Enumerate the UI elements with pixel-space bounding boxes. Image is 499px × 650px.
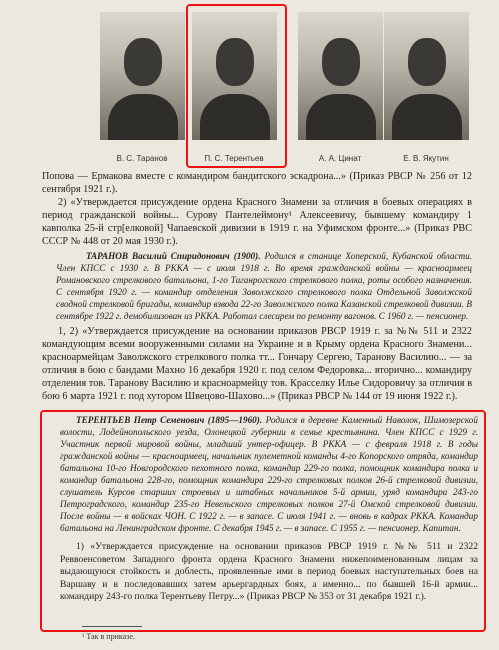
- portrait-photo: [298, 12, 383, 140]
- bio-text: Родился в станице Хоперской, Кубанской области. Член КПСС с 1930 г. В РККА — с июля 1918 г. Во время гражданской войны — красноармеец Романовского стрелкового батальона, 1-го Таганрогского стрелкового полка, роты особого назначения. С сентября 1920 г. — командир отделения Заволжского стрелкового полка Отдельной Заволжской сводной стрелковой бригады, командир взвода 22-го Заволжского полка Казанской стрелковой дивизии. В сентябре 1922 г. демобилизован из РККА. Работал слесарем по ремонту вагонов. С 1960 г. — пенсионер.: [56, 251, 473, 321]
- photo-caption: А. А. Цинат: [318, 154, 362, 163]
- photo-caption: В. С. Таранов: [116, 154, 168, 163]
- footnote-rule: [82, 626, 142, 627]
- paragraph: 1, 2) «Утверждается присуждение на основании приказов РВСР 1919 г. за №№ 511 и 2322 командующим всеми вооруженными силами на Украине и в Крыму ордена Красного Знамени... красноармейцам Заволжского стрелкового полка тт... Гончару Сергею, Таранову Василию... — за отличия в бою с бандами Махно 16 декабря 1920 г. под селом Федоровка... вторично... командиру отделения тов. Таранову Василию и красноармейцу тов. Красселку Илье Сидоровичу за отличия в бою 6 марта 1921 г. под хутором Швецово-Шахово...» (Приказ РВСР № 144 от 19 июня 1922 г.).: [42, 326, 472, 402]
- paragraph: 1) «Утверждается присуждение на основании приказов РВСР 1919 г. №№ 511 и 2322 Реввоенсоветом Западного фронта ордена Красного Знамени нижепоименованным лицам за выдающуюся стойкость и доблесть, проявленные ими в период боевых наступательных боев на Варшаву и в последовавших затем арьергардных боях, а именно... по бывшей 16-й армии... командиру 243-го полка Терентьеву Петру...» (Приказ РВСР № 353 от 31 декабря 1921 г.).: [60, 541, 478, 602]
- highlight-box-portrait: [186, 4, 287, 168]
- bio-text: Родился в деревне Каменный Наволок, Шимозерской волости, Лодейнопольского уезда, Олонецкой губернии в семье крестьянина. Член КПСС с 1929 г. Участник первой мировой войны, младший унтер-офицер. В РККА — с февраля 1918 г. В годы гражданской войны — красноармеец, начальник пулеметной команды 4-го Копорского отряда, командир батальона 10-го Новгородского пехотного полка, командир 229-го полка, помощник командира полка и командир батальона 228-го, помощник командира 229-го стрелковых полков 26-й стрелковой дивизии, слушатель Курсов старших строевых и штабных начальников 5-й армии, уряд командира 243-го Петроградского, командир 235-го Невельского стрелковых полков 27-й Омской стрелковой дивизии. После войны — в войсках ЧОН. С 1922 г. — в запасе. С июля 1941 г. — вновь в кадрах РККА. Командир батальона на Ленинградском фронте. С декабря 1945 г. — в запасе. С 1955 г. — пенсионер. Капитан.: [60, 415, 478, 533]
- text-block-upper: [42, 170, 472, 403]
- biography-taranov: [56, 250, 472, 322]
- photo-caption: Е. В. Якутин: [403, 154, 449, 163]
- photo-caption: П. С. Терентьев: [204, 154, 264, 163]
- biography-terentyev: [60, 414, 478, 534]
- portrait-photo: [384, 12, 469, 140]
- bio-name: ТАРАНОВ Василий Спиридонович (1900).: [86, 251, 261, 261]
- paragraph: Попова — Ермакова вместе с командиром бандитского эскадрона...» (Приказ РВСР № 256 от 12 сентября 1921 г.).: [42, 171, 472, 195]
- footnote: ¹ Так в приказе.: [82, 632, 135, 641]
- bio-name: ТЕРЕНТЬЕВ Петр Семенович (1895—1960).: [76, 415, 263, 425]
- portrait-photo: [100, 12, 185, 140]
- paragraph: 2) «Утверждается присуждение ордена Красного Знамени за отличия в боевых операциях в период гражданской войны... Сурову Пантелеймону¹ Алексеевичу, бывшему командиру 1 кавполка 25-й стр[елковой] Чапаевской дивизии в 1919 г. на Уфимском фронте...» (Приказ РВС СССР № 448 от 20 мая 1930 г.).: [42, 197, 472, 247]
- text-block-terentyev: [60, 414, 478, 604]
